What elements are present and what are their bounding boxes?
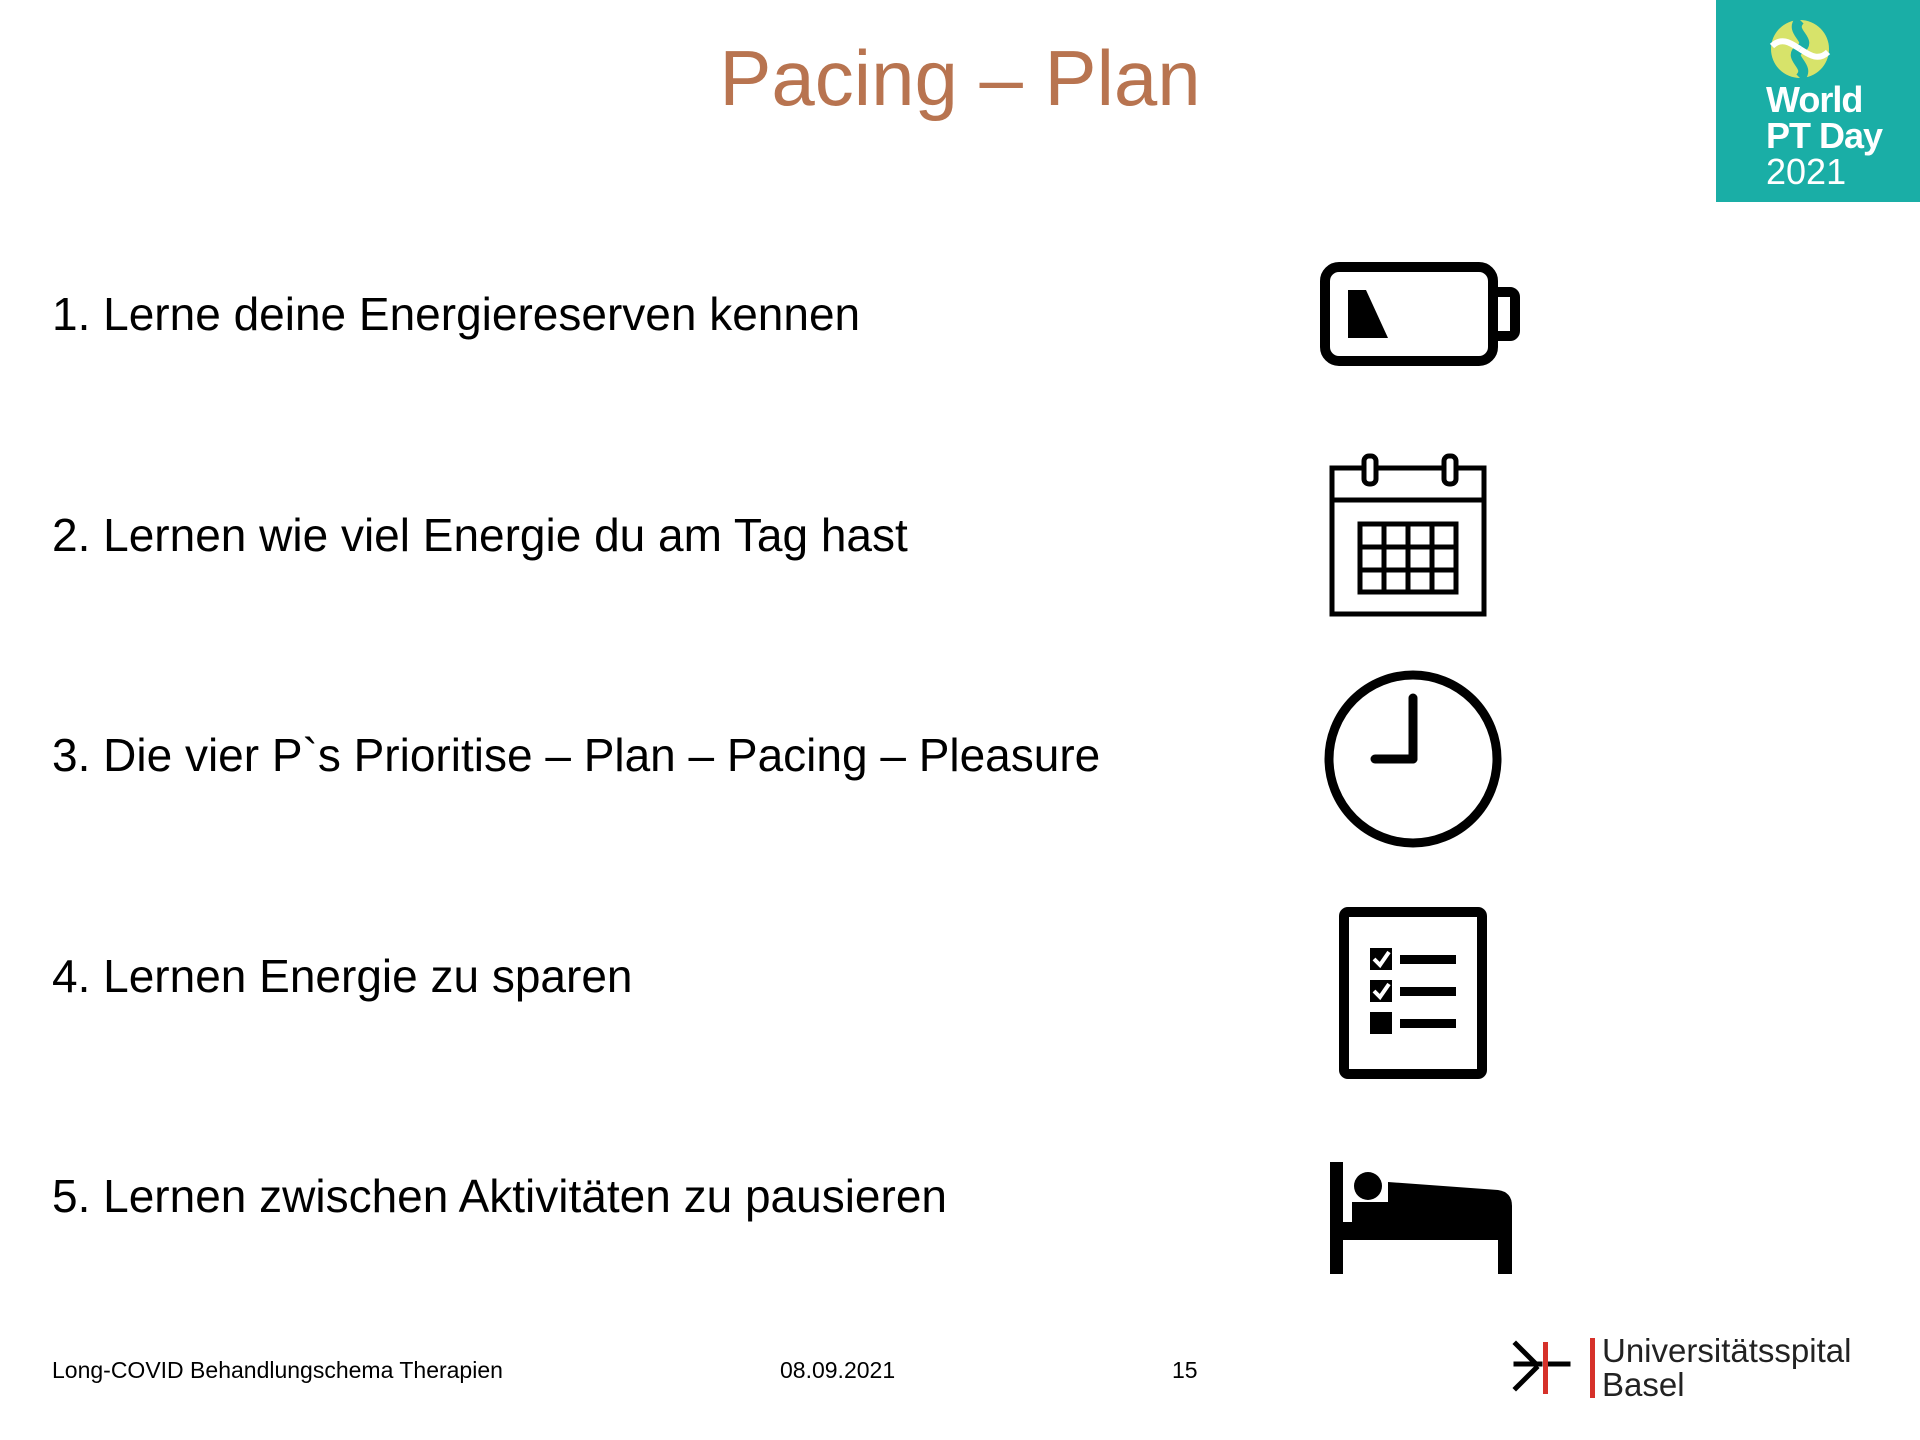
bed-icon <box>1330 1162 1512 1276</box>
list-item-5: 5. Lernen zwischen Aktivitäten zu pausieren <box>52 1170 947 1222</box>
checklist-icon <box>1338 906 1488 1080</box>
list-item-3: 3. Die vier P`s Prioritise – Plan – Pacing – Pleasure <box>52 729 1101 781</box>
battery-low-icon <box>1320 262 1526 366</box>
list-item-1: 1. Lerne deine Energiereserven kennen <box>52 288 861 340</box>
badge-line-world: World <box>1766 79 1863 120</box>
calendar-icon <box>1328 452 1488 618</box>
world-pt-day-badge <box>1716 0 1920 202</box>
hospital-name-line2: Basel <box>1602 1366 1685 1403</box>
clock-icon <box>1322 668 1504 850</box>
badge-line-year: 2021 <box>1766 151 1847 192</box>
footer-date: 08.09.2021 <box>780 1357 896 1383</box>
hospital-name <box>1602 1334 1851 1402</box>
universitaetsspital-logo-icon <box>1512 1334 1598 1402</box>
badge-line-ptday: PT Day <box>1766 115 1883 156</box>
hospital-name-line1: Universitätsspital <box>1602 1332 1852 1369</box>
badge-text <box>1766 79 1883 192</box>
world-pt-day-logo-icon <box>1768 18 1832 80</box>
list-item-4: 4. Lernen Energie zu sparen <box>52 950 633 1002</box>
list-item-2: 2. Lernen wie viel Energie du am Tag hast <box>52 509 908 561</box>
footer-page-number: 15 <box>1172 1357 1198 1383</box>
footer-presentation-title: Long-COVID Behandlungschema Therapien <box>52 1357 503 1383</box>
slide-title: Pacing – Plan <box>719 34 1201 122</box>
